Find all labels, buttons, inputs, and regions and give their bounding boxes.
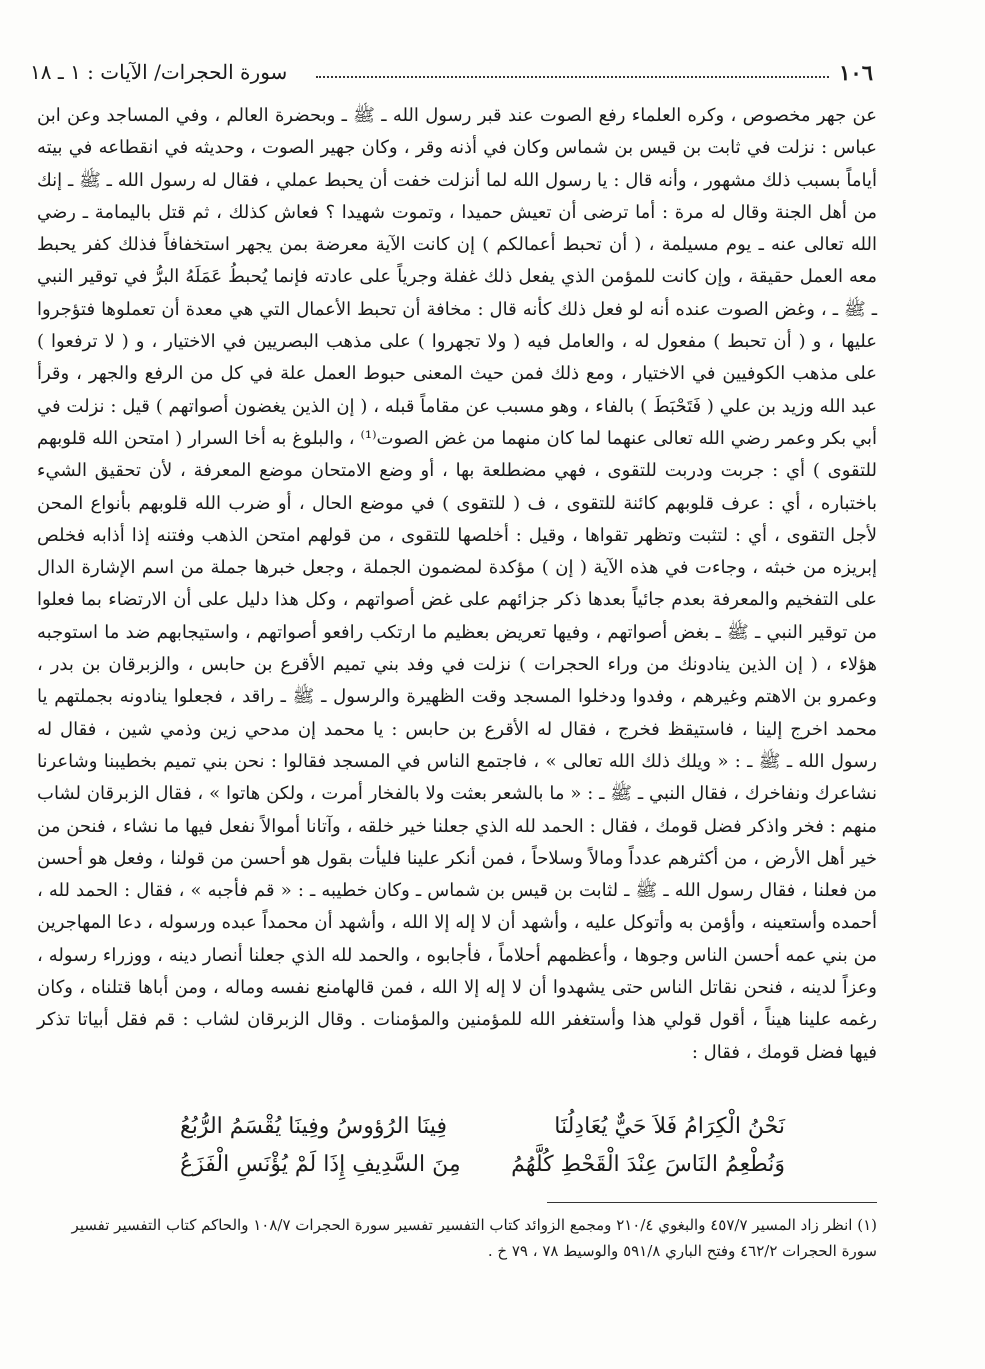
footnote-divider [547, 1202, 877, 1203]
verse-hemistich-first: وَنُطْعِمُ النَاسَ عِنْدَ الْقَحْطِ كُلَّهُمُ [511, 1152, 785, 1177]
page-header [30, 58, 873, 92]
footnotes [37, 1212, 877, 1264]
page-number: ١٠٦ [839, 60, 873, 85]
verse-hemistich-first: نَحْنُ الْكِرَامُ فَلاَ حَيٌّ يُعَادِلُنَا [554, 1114, 785, 1139]
verse-line [180, 1146, 785, 1184]
verse-hemistich-second: مِنَ السَّدِيفِ إِذَا لَمْ يُؤْنَسِ الْفَزَعُ [180, 1152, 461, 1177]
body-paragraph: عن جهر مخصوص ، وكره العلماء رفع الصوت عند قبر رسول الله ـ ﷺ ـ وبحضرة العالم ، وفي المساجد وعن ابن عباس : نزلت في ثابت بن قيس بن شماس وكان في أذنه وقر ، وكان جهير الصوت ، وحديثه في انقطاعه في بيته أياماً بسبب ذلك مشهور ، وأنه قال : يا رسول الله لما أنزلت خفت أن يحبط عملي ، فقال له رسول الله ـ ﷺ ـ إنك من أهل الجنة وقال له مرة : أما ترضى أن تعيش حميدا ، وتموت شهيدا ؟ فعاش كذلك ، ثم قتل باليمامة ـ رضي الله تعالى عنه ـ يوم مسيلمة ، ( أن تحبط أعمالكم ) إن كانت الآية معرضة بمن يجهر استخفافاً فذلك كفر يحبط معه العمل حقيقة ، وإن كانت للمؤمن الذي يفعل ذلك غفلة وجرياً على عادته فإنما يُحبطُ عَمَلَهُ البرُّ في توقير النبي ـ ﷺ ـ ، وغض الصوت عنده أنه لو فعل ذلك كأنه قال : مخافة أن تحبط الأعمال التي هي معدة أن تعملوها فتؤجروا عليها ، و ( أن تحبط ) مفعول له ، والعامل فيه ( ولا تجهروا ) على مذهب البصريين في الاختيار ، و ( لا ترفعوا ) على مذهب الكوفيين في الاختيار ، ومع ذلك فمن حيث المعنى حبوط العمل علة في كل من الرفع والجهر ، وقرأ عبد الله وزيد بن علي ( فَتَحْبَطَ ) بالفاء ، وهو مسبب عن مقاماً قبله ، ( إن الذين يغضون أصواتهم ) قيل : نزلت في أبي بكر وعمر رضي الله تعالى عنهما لما كان منهما من غض الصوت⁽¹⁾ ، والبلوغ به أخا السرار ( امتحن الله قلوبهم للتقوى ) أي : جربت ودربت للتقوى ، فهي مضطلعة بها ، أو وضع الامتحان موضع المعرفة ، لأن تحقيق الشيء باختباره ، أي : عرف قلوبهم كائنة للتقوى ، ف ( للتقوى ) في موضع الحال ، أو ضرب الله قلوبهم بأنواع المحن لأجل التقوى ، أي : لتثبت وتظهر تقواها ، وقيل : أخلصها للتقوى ، من قولهم امتحن الذهب وفتنه إذا أذابه فخلص إبريزه من خبثه ، وجاءت في هذه الآية ( إن ) مؤكدة لمضمون الجملة ، وجعل خبرها جملة من اسم الإشارة الدال على التفخيم والمعرفة بعدم جائياً بعدها ذكر جزائهم على غض أصواتهم ، وكل هذا دليل على أن الارتضاء بما فعلوا من توقير النبي ـ ﷺ ـ بغض أصواتهم ، وفيها تعريض بعظيم ما ارتكب رافعو أصواتهم ، واستيجابهم ضد ما استوجبه هؤلاء ، ( إن الذين ينادونك من وراء الحجرات ) نزلت في وفد بني تميم الأقرع بن حابس ، والزبرقان بن بدر ، وعمرو بن الاهتم وغيرهم ، وفدوا ودخلوا المسجد وقت الظهيرة والرسول ـ ﷺ ـ راقد ، فجعلوا ينادونه بجملتهم يا محمد اخرج إلينا ، فاستيقظ فخرج ، فقال له الأقرع بن حابس : يا محمد إن مدحي زين وذمي شين ، فقال له رسول الله ـ ﷺ ـ : « ويلك ذلك الله تعالى » ، فاجتمع الناس في المسجد فقالوا : نحن بني تميم بخطيبنا وشاعرنا نشاعرك ونفاخرك ، فقال النبي ـ ﷺ ـ : « ما بالشعر بعثت ولا بالفخار أمرت ، ولكن هاتوا » ، فقال الزبرقان لشاب منهم : فخر واذكر فضل قومك ، فقال : الحمد لله الذي جعلنا خير خلقه ، وآتانا أموالاً نفعل فيها ما نشاء ، فنحن من خير أهل الأرض ، من أكثرهم عدداً ومالاً وسلاحاً ، فمن أنكر علينا فليأت بقول هو أحسن من قولنا ، وفعل هو أحسن من فعلنا ، فقال رسول الله ـ ﷺ ـ لثابت بن قيس بن شماس ـ وكان خطيبه ـ : « قم فأجبه » ، فقال : الحمد لله ، أحمده وأستعينه ، وأؤمن به وأتوكل عليه ، وأشهد أن لا إله إلا الله ، وأشهد أن محمداً عبده ورسوله ، دعا المهاجرين من بني عمه أحسن الناس وجوها ، وأعظمهم أحلاماً ، فأجابوه ، والحمد لله الذي جعلنا أنصار دينه ، ووزراء رسوله ، وعزاً لدينه ، فنحن نقاتل الناس حتى يشهدوا أن لا إله إلا الله ، فمن قالهامنع نفسه وماله ، ومن أباها قتلناه ، وكان رغمه علينا هيناً ، أقول قولي هذا وأستغفر الله للمؤمنين والمؤمنات . وقال الزبرقان لشاب : قم فقل أبياتا تذكر فيها فضل قومك ، فقال : [37, 105, 878, 1063]
header-dotted-leader [316, 76, 829, 78]
verse-hemistich-second: فِينَا الرُؤوسُ وفِينَا يُقْسَمُ الرُّبُعُ [180, 1114, 447, 1139]
running-title: سورة الحجرات/ الآيات : ١ ـ ١٨ [30, 60, 288, 84]
footnote: (١) انظر زاد المسير ٤٥٧/٧ والبغوي ٢١٠/٤ ومجمع الزوائد كتاب التفسير تفسير سورة الحجرات ١٠٨/٧ والحاكم كتاب التفسير تفسير سورة الحجرات ٤٦٢/٢ وفتح الباري ٥٩١/٨ والوسيط ٧٨ ، ٧٩ خ . [71, 1216, 877, 1260]
verse-line [180, 1108, 785, 1146]
poetry-verses [180, 1108, 785, 1184]
body-text [37, 100, 877, 1069]
